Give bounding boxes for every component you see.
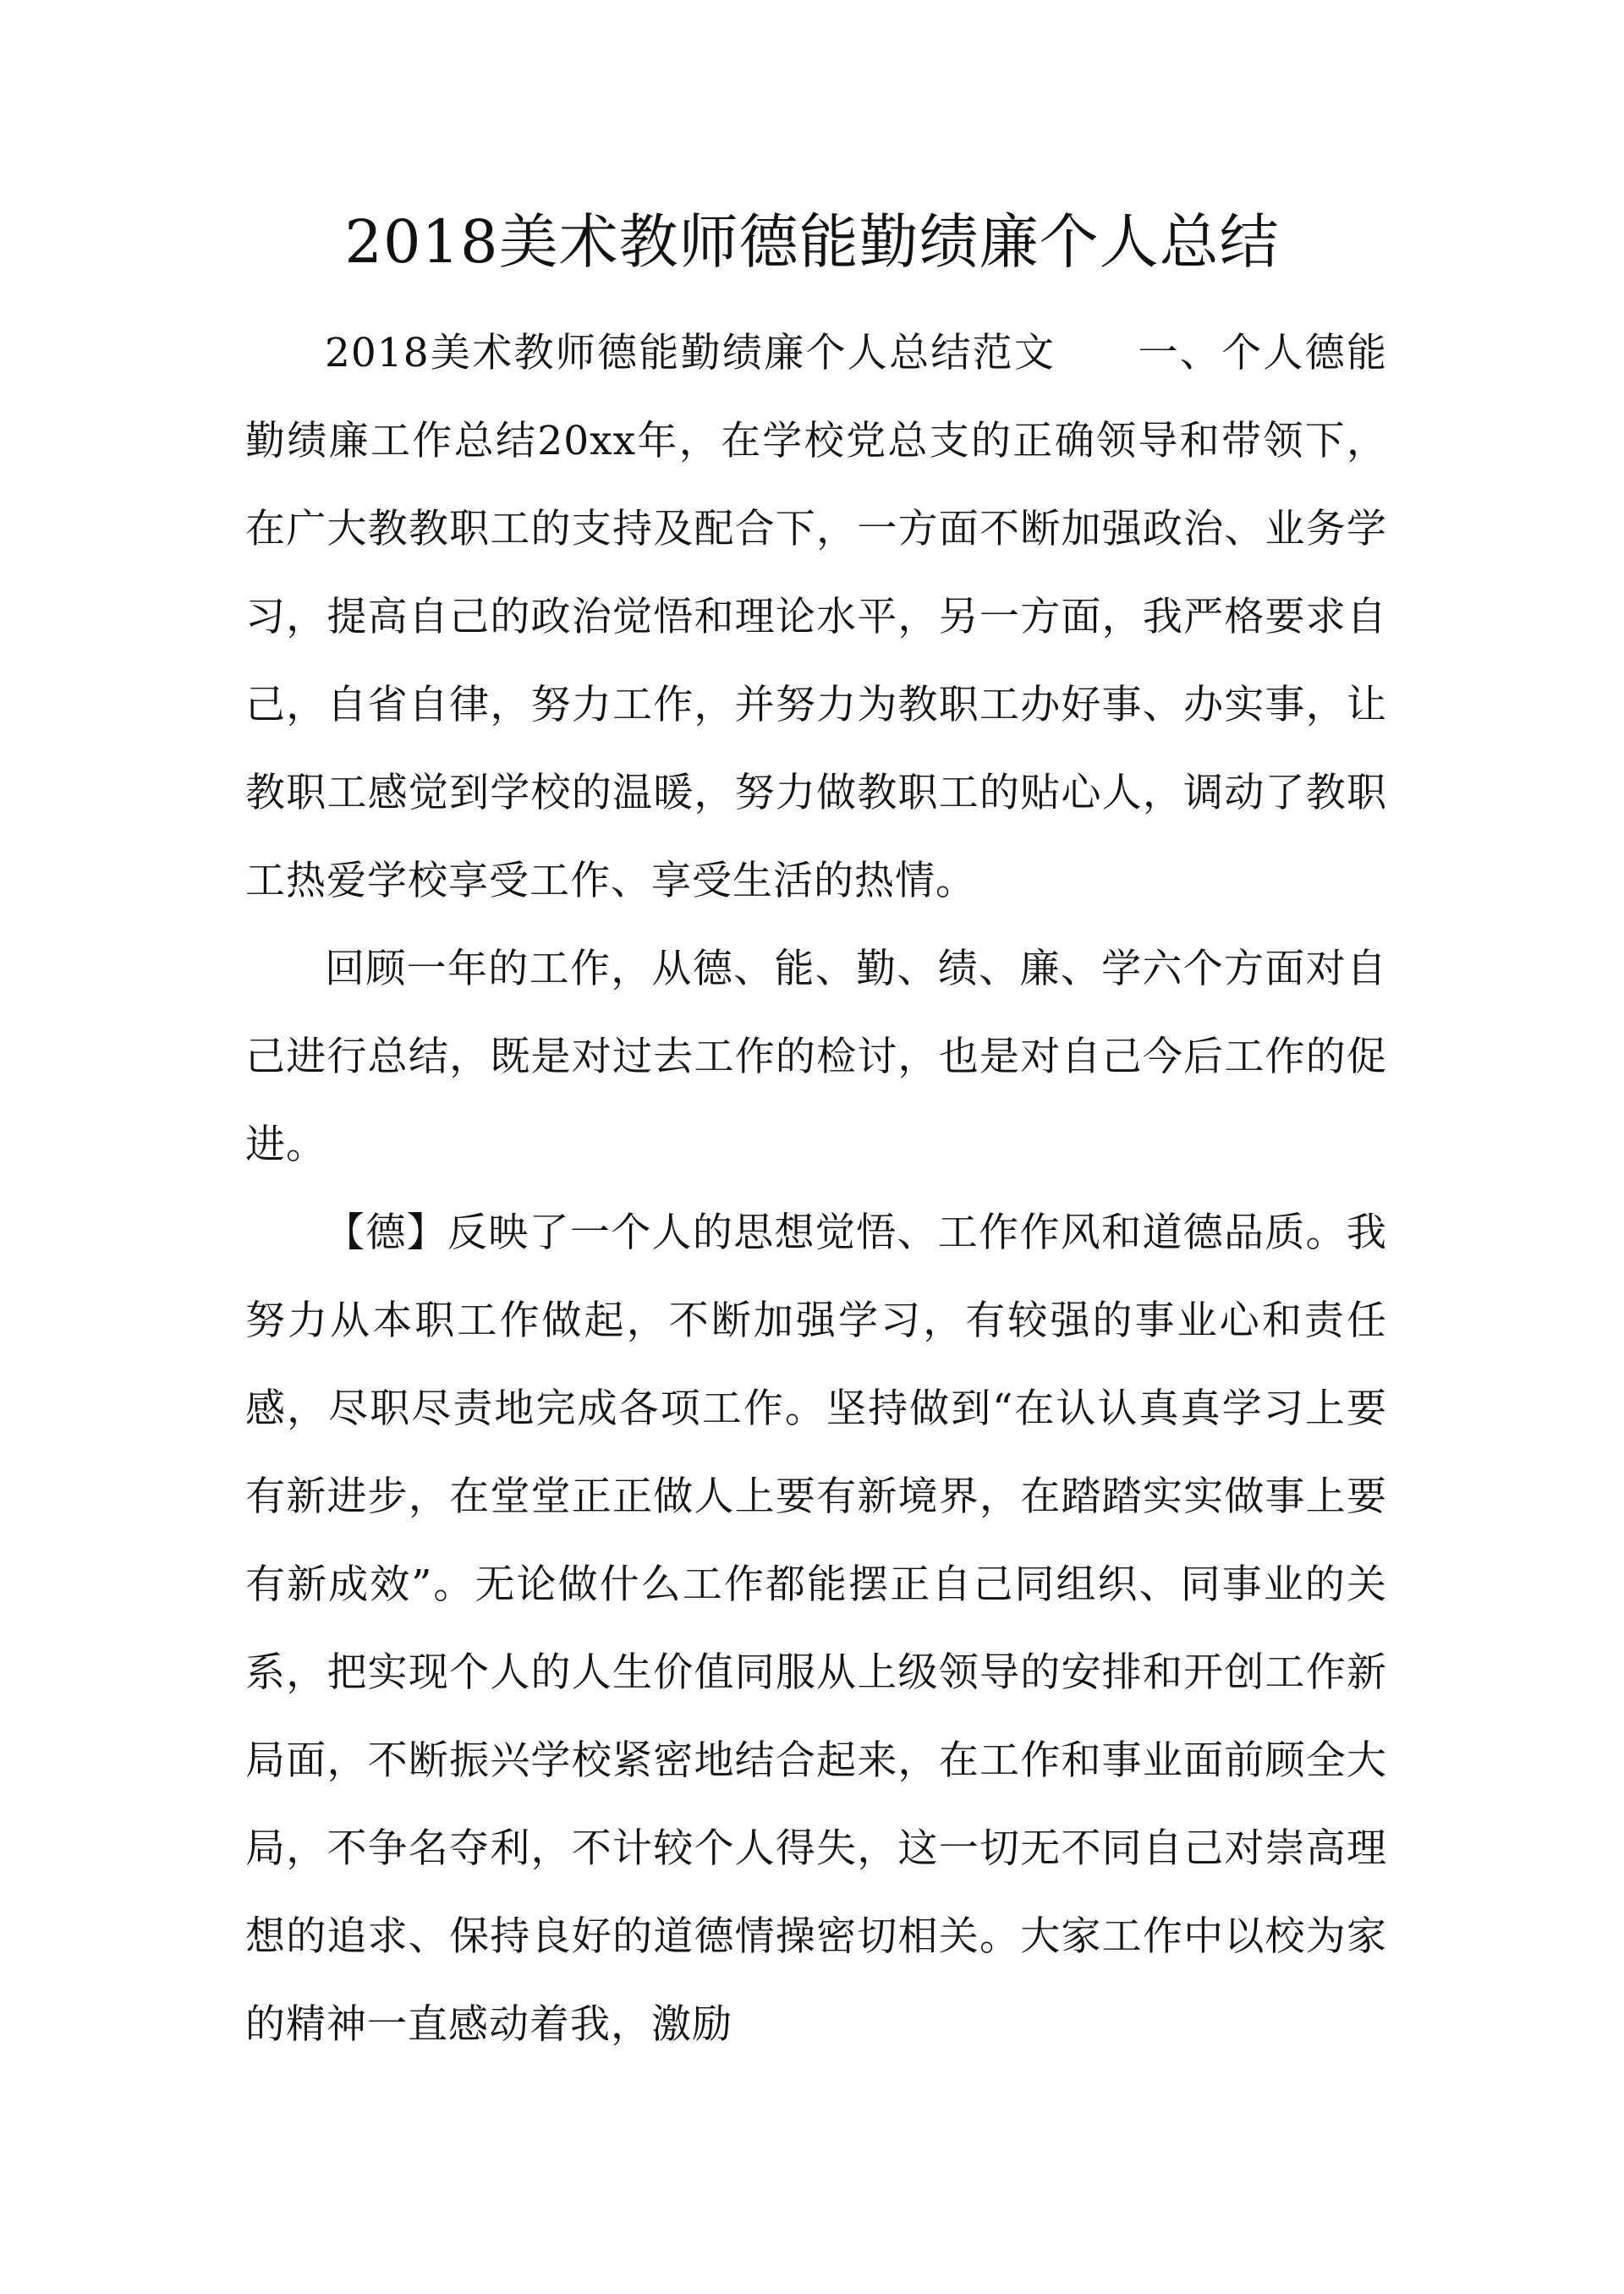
paragraph-1-lead: 2018美术教师德能勤绩廉个人总结范文 [325,330,1056,376]
paragraph-3: 【德】反映了一个人的思想觉悟、工作作风和道德品质。我努力从本职工作做起，不断加强学习，有较强的事业心和责任感，尽职尽责地完成各项工作。坚持做到“在认认真真学习上要有新进步，在堂堂正正做人上要有新境界，在踏踏实实做事上要有新成效”。无论做什么工作都能摆正自己同组织、同事业的关系，把实现个人的人生价值同服从上级领导的安排和开创工作新局面，不断振兴学校紧密地结合起来，在工作和事业面前顾全大局，不争名夺利，不计较个人得失，这一切无不同自己对崇高理想的追求、保持良好的道德情操密切相关。大家工作中以校为家的精神一直感动着我，激励 [245,1210,1387,2048]
paragraph-1-text: 一、个人德能勤绩廉工作总结20xx年，在学校党总支的正确领导和带领下，在广大教教职工的支持及配合下，一方面不断加强政治、业务学习，提高自己的政治觉悟和理论水平，另一方面，我严格要求自己，自省自律，努力工作，并努力为教职工办好事、办实事，让教职工感觉到学校的温暖，努力做教职工的贴心人，调动了教职工热爱学校享受工作、享受生活的热情。 [245,330,1387,904]
document-body [245,310,1387,2069]
document-title: 2018美术教师德能勤绩廉个人总结 [344,207,1280,277]
paragraph-1 [245,310,1387,925]
paragraph-2: 回顾一年的工作，从德、能、勤、绩、廉、学六个方面对自己进行总结，既是对过去工作的检讨，也是对自己今后工作的促进。 [245,946,1387,1168]
